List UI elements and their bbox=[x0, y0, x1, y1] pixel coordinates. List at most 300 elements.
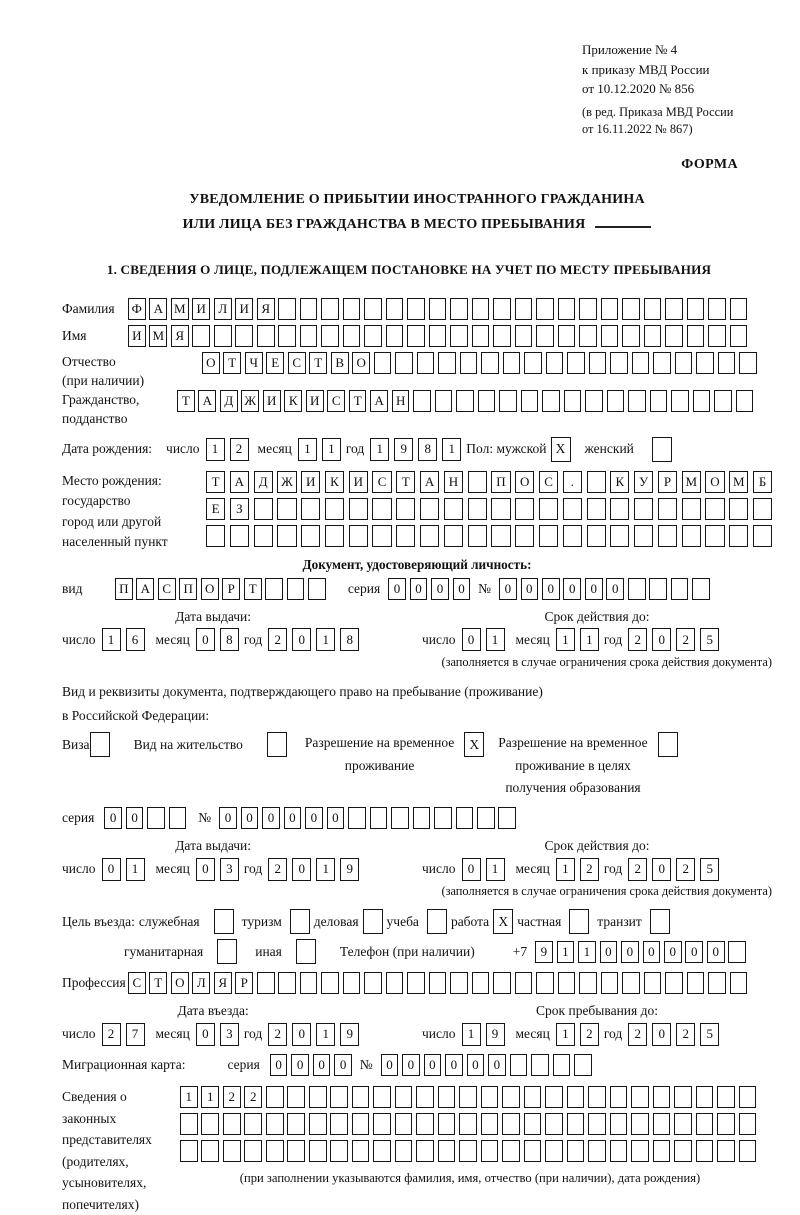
char-cell[interactable] bbox=[674, 1140, 692, 1162]
char-cell[interactable] bbox=[502, 1113, 520, 1135]
char-cell[interactable] bbox=[574, 1054, 592, 1076]
char-cell[interactable] bbox=[278, 325, 296, 347]
char-cell[interactable] bbox=[753, 525, 772, 547]
char-cell[interactable] bbox=[348, 807, 366, 829]
char-cell[interactable]: 0 bbox=[262, 807, 280, 829]
char-cell[interactable]: 0 bbox=[585, 578, 603, 600]
char-cell[interactable]: 0 bbox=[453, 578, 471, 600]
char-cell[interactable] bbox=[407, 325, 425, 347]
digit-cell[interactable]: 0 bbox=[196, 1023, 215, 1046]
char-cell[interactable] bbox=[696, 1086, 714, 1108]
char-cell[interactable] bbox=[301, 525, 320, 547]
char-cell[interactable] bbox=[456, 807, 474, 829]
char-cell[interactable] bbox=[266, 1086, 284, 1108]
digit-cell[interactable]: 2 bbox=[268, 628, 287, 651]
char-cell[interactable]: М bbox=[682, 471, 701, 493]
char-cell[interactable]: 0 bbox=[305, 807, 323, 829]
char-cell[interactable]: П bbox=[491, 471, 510, 493]
char-cell[interactable]: 0 bbox=[334, 1054, 352, 1076]
char-cell[interactable] bbox=[416, 1086, 434, 1108]
char-cell[interactable]: 0 bbox=[313, 1054, 331, 1076]
char-cell[interactable]: 0 bbox=[445, 1054, 463, 1076]
char-cell[interactable]: 0 bbox=[431, 578, 449, 600]
char-cell[interactable]: Б bbox=[753, 471, 772, 493]
digit-cell[interactable]: 1 bbox=[298, 438, 317, 461]
char-cell[interactable] bbox=[665, 972, 683, 994]
digit-cell[interactable]: 2 bbox=[676, 858, 695, 881]
char-cell[interactable] bbox=[730, 325, 748, 347]
char-cell[interactable] bbox=[588, 1113, 606, 1135]
digit-cell[interactable]: 6 bbox=[126, 628, 145, 651]
char-cell[interactable] bbox=[372, 525, 391, 547]
char-cell[interactable] bbox=[493, 298, 511, 320]
digit-cell[interactable]: 2 bbox=[628, 1023, 647, 1046]
char-cell[interactable] bbox=[386, 972, 404, 994]
digit-cell[interactable]: 1 bbox=[556, 858, 575, 881]
char-cell[interactable] bbox=[266, 1113, 284, 1135]
char-cell[interactable] bbox=[201, 1113, 219, 1135]
char-cell[interactable] bbox=[386, 325, 404, 347]
char-cell[interactable] bbox=[450, 325, 468, 347]
char-cell[interactable] bbox=[588, 1086, 606, 1108]
char-cell[interactable] bbox=[524, 1086, 542, 1108]
char-cell[interactable] bbox=[416, 1140, 434, 1162]
char-cell[interactable] bbox=[147, 807, 165, 829]
char-cell[interactable] bbox=[396, 525, 415, 547]
char-cell[interactable] bbox=[553, 1054, 571, 1076]
digit-cell[interactable]: 0 bbox=[292, 1023, 311, 1046]
char-cell[interactable]: 0 bbox=[104, 807, 122, 829]
char-cell[interactable] bbox=[330, 1113, 348, 1135]
purpose-private-checkbox[interactable] bbox=[569, 909, 589, 934]
char-cell[interactable]: Ф bbox=[128, 298, 146, 320]
char-cell[interactable] bbox=[628, 578, 646, 600]
char-cell[interactable] bbox=[692, 578, 710, 600]
digit-cell[interactable]: 0 bbox=[102, 858, 121, 881]
char-cell[interactable] bbox=[653, 1113, 671, 1135]
char-cell[interactable] bbox=[644, 972, 662, 994]
char-cell[interactable]: 0 bbox=[606, 578, 624, 600]
digit-cell[interactable]: 5 bbox=[700, 628, 719, 651]
char-cell[interactable] bbox=[257, 972, 275, 994]
char-cell[interactable]: 0 bbox=[270, 1054, 288, 1076]
char-cell[interactable]: 0 bbox=[126, 807, 144, 829]
char-cell[interactable] bbox=[610, 1140, 628, 1162]
char-cell[interactable] bbox=[438, 352, 456, 374]
char-cell[interactable]: Ч bbox=[245, 352, 263, 374]
char-cell[interactable]: З bbox=[230, 498, 249, 520]
char-cell[interactable] bbox=[460, 352, 478, 374]
char-cell[interactable] bbox=[610, 1113, 628, 1135]
edu-permit-checkbox[interactable] bbox=[658, 732, 678, 757]
char-cell[interactable]: Ж bbox=[241, 390, 259, 412]
char-cell[interactable]: 0 bbox=[685, 941, 703, 963]
digit-cell[interactable]: 1 bbox=[126, 858, 145, 881]
digit-cell[interactable]: 1 bbox=[370, 438, 389, 461]
digit-cell[interactable]: 8 bbox=[340, 628, 359, 651]
char-cell[interactable] bbox=[472, 298, 490, 320]
char-cell[interactable] bbox=[515, 525, 534, 547]
char-cell[interactable] bbox=[542, 390, 560, 412]
char-cell[interactable] bbox=[682, 525, 701, 547]
char-cell[interactable] bbox=[644, 298, 662, 320]
char-cell[interactable]: А bbox=[370, 390, 388, 412]
char-cell[interactable] bbox=[352, 1113, 370, 1135]
char-cell[interactable]: 0 bbox=[600, 941, 618, 963]
char-cell[interactable] bbox=[235, 325, 253, 347]
digit-cell[interactable]: 1 bbox=[102, 628, 121, 651]
char-cell[interactable] bbox=[201, 1140, 219, 1162]
char-cell[interactable]: 0 bbox=[327, 807, 345, 829]
char-cell[interactable] bbox=[169, 807, 187, 829]
char-cell[interactable]: 0 bbox=[499, 578, 517, 600]
char-cell[interactable] bbox=[278, 972, 296, 994]
char-cell[interactable] bbox=[266, 1140, 284, 1162]
char-cell[interactable] bbox=[374, 352, 392, 374]
char-cell[interactable]: 0 bbox=[388, 578, 406, 600]
char-cell[interactable]: О bbox=[202, 352, 220, 374]
char-cell[interactable] bbox=[567, 352, 585, 374]
char-cell[interactable] bbox=[563, 498, 582, 520]
char-cell[interactable] bbox=[472, 972, 490, 994]
digit-cell[interactable]: 1 bbox=[316, 858, 335, 881]
char-cell[interactable] bbox=[687, 325, 705, 347]
digit-cell[interactable]: 5 bbox=[700, 1023, 719, 1046]
char-cell[interactable]: О bbox=[705, 471, 724, 493]
char-cell[interactable] bbox=[687, 298, 705, 320]
digit-cell[interactable]: 5 bbox=[700, 858, 719, 881]
char-cell[interactable]: Н bbox=[444, 471, 463, 493]
char-cell[interactable] bbox=[682, 498, 701, 520]
digit-cell[interactable]: 2 bbox=[268, 858, 287, 881]
char-cell[interactable]: С bbox=[158, 578, 176, 600]
char-cell[interactable] bbox=[444, 498, 463, 520]
char-cell[interactable]: Т bbox=[223, 352, 241, 374]
char-cell[interactable] bbox=[300, 972, 318, 994]
char-cell[interactable]: Я bbox=[214, 972, 232, 994]
char-cell[interactable] bbox=[708, 298, 726, 320]
char-cell[interactable] bbox=[696, 352, 714, 374]
digit-cell[interactable]: 2 bbox=[628, 858, 647, 881]
digit-cell[interactable]: 2 bbox=[102, 1023, 121, 1046]
char-cell[interactable] bbox=[395, 1140, 413, 1162]
char-cell[interactable] bbox=[364, 972, 382, 994]
char-cell[interactable] bbox=[459, 1140, 477, 1162]
char-cell[interactable] bbox=[587, 471, 606, 493]
digit-cell[interactable]: 1 bbox=[316, 1023, 335, 1046]
char-cell[interactable] bbox=[481, 1113, 499, 1135]
char-cell[interactable] bbox=[531, 1054, 549, 1076]
char-cell[interactable] bbox=[717, 1113, 735, 1135]
char-cell[interactable] bbox=[634, 525, 653, 547]
char-cell[interactable]: 2 bbox=[223, 1086, 241, 1108]
char-cell[interactable] bbox=[567, 1140, 585, 1162]
char-cell[interactable] bbox=[601, 972, 619, 994]
purpose-study-checkbox[interactable] bbox=[427, 909, 447, 934]
char-cell[interactable] bbox=[352, 1140, 370, 1162]
char-cell[interactable]: 1 bbox=[557, 941, 575, 963]
char-cell[interactable] bbox=[420, 525, 439, 547]
char-cell[interactable]: 2 bbox=[244, 1086, 262, 1108]
char-cell[interactable] bbox=[714, 390, 732, 412]
char-cell[interactable]: С bbox=[539, 471, 558, 493]
char-cell[interactable]: М bbox=[171, 298, 189, 320]
char-cell[interactable]: 1 bbox=[201, 1086, 219, 1108]
char-cell[interactable] bbox=[675, 352, 693, 374]
digit-cell[interactable]: 0 bbox=[292, 628, 311, 651]
char-cell[interactable] bbox=[254, 525, 273, 547]
char-cell[interactable] bbox=[391, 807, 409, 829]
char-cell[interactable]: Р bbox=[658, 471, 677, 493]
char-cell[interactable] bbox=[558, 325, 576, 347]
char-cell[interactable] bbox=[491, 498, 510, 520]
char-cell[interactable] bbox=[671, 390, 689, 412]
char-cell[interactable] bbox=[503, 352, 521, 374]
char-cell[interactable] bbox=[524, 1113, 542, 1135]
char-cell[interactable] bbox=[730, 298, 748, 320]
char-cell[interactable]: К bbox=[610, 471, 629, 493]
char-cell[interactable]: 0 bbox=[621, 941, 639, 963]
char-cell[interactable] bbox=[622, 325, 640, 347]
char-cell[interactable] bbox=[481, 1086, 499, 1108]
char-cell[interactable] bbox=[395, 1086, 413, 1108]
digit-cell[interactable]: 9 bbox=[340, 858, 359, 881]
char-cell[interactable] bbox=[349, 498, 368, 520]
char-cell[interactable] bbox=[753, 498, 772, 520]
char-cell[interactable] bbox=[223, 1140, 241, 1162]
digit-cell[interactable]: 2 bbox=[268, 1023, 287, 1046]
char-cell[interactable] bbox=[214, 325, 232, 347]
char-cell[interactable] bbox=[396, 498, 415, 520]
char-cell[interactable] bbox=[257, 325, 275, 347]
char-cell[interactable] bbox=[696, 1140, 714, 1162]
char-cell[interactable] bbox=[515, 498, 534, 520]
char-cell[interactable] bbox=[277, 525, 296, 547]
char-cell[interactable] bbox=[730, 972, 748, 994]
char-cell[interactable] bbox=[325, 498, 344, 520]
char-cell[interactable] bbox=[739, 1140, 757, 1162]
char-cell[interactable]: И bbox=[128, 325, 146, 347]
char-cell[interactable] bbox=[417, 352, 435, 374]
char-cell[interactable] bbox=[364, 325, 382, 347]
temp-permit-checkbox[interactable]: X bbox=[464, 732, 484, 757]
digit-cell[interactable]: 7 bbox=[126, 1023, 145, 1046]
char-cell[interactable] bbox=[558, 972, 576, 994]
char-cell[interactable]: 0 bbox=[241, 807, 259, 829]
char-cell[interactable] bbox=[498, 807, 516, 829]
char-cell[interactable]: 0 bbox=[563, 578, 581, 600]
char-cell[interactable] bbox=[287, 1086, 305, 1108]
char-cell[interactable] bbox=[244, 1113, 262, 1135]
char-cell[interactable] bbox=[308, 578, 326, 600]
char-cell[interactable] bbox=[708, 972, 726, 994]
char-cell[interactable] bbox=[373, 1113, 391, 1135]
char-cell[interactable] bbox=[300, 298, 318, 320]
digit-cell[interactable]: 9 bbox=[340, 1023, 359, 1046]
char-cell[interactable] bbox=[429, 325, 447, 347]
char-cell[interactable]: И bbox=[349, 471, 368, 493]
char-cell[interactable]: 0 bbox=[219, 807, 237, 829]
char-cell[interactable]: М bbox=[729, 471, 748, 493]
char-cell[interactable] bbox=[364, 298, 382, 320]
char-cell[interactable] bbox=[717, 1140, 735, 1162]
char-cell[interactable] bbox=[254, 498, 273, 520]
char-cell[interactable] bbox=[450, 298, 468, 320]
digit-cell[interactable]: 2 bbox=[230, 438, 249, 461]
char-cell[interactable]: А bbox=[136, 578, 154, 600]
char-cell[interactable] bbox=[632, 352, 650, 374]
char-cell[interactable]: 0 bbox=[410, 578, 428, 600]
char-cell[interactable] bbox=[468, 498, 487, 520]
digit-cell[interactable]: 2 bbox=[580, 858, 599, 881]
char-cell[interactable] bbox=[587, 525, 606, 547]
char-cell[interactable]: 0 bbox=[521, 578, 539, 600]
digit-cell[interactable]: 1 bbox=[322, 438, 341, 461]
digit-cell[interactable]: 2 bbox=[676, 1023, 695, 1046]
char-cell[interactable]: С bbox=[372, 471, 391, 493]
char-cell[interactable] bbox=[481, 352, 499, 374]
char-cell[interactable] bbox=[413, 390, 431, 412]
digit-cell[interactable]: 1 bbox=[442, 438, 461, 461]
char-cell[interactable] bbox=[510, 1054, 528, 1076]
char-cell[interactable]: 0 bbox=[402, 1054, 420, 1076]
char-cell[interactable] bbox=[687, 972, 705, 994]
purpose-transit-checkbox[interactable] bbox=[650, 909, 670, 934]
digit-cell[interactable]: 1 bbox=[556, 628, 575, 651]
char-cell[interactable]: Л bbox=[214, 298, 232, 320]
char-cell[interactable] bbox=[192, 325, 210, 347]
char-cell[interactable] bbox=[223, 1113, 241, 1135]
char-cell[interactable] bbox=[309, 1113, 327, 1135]
char-cell[interactable] bbox=[607, 390, 625, 412]
char-cell[interactable] bbox=[468, 525, 487, 547]
digit-cell[interactable]: 2 bbox=[628, 628, 647, 651]
char-cell[interactable]: Т bbox=[177, 390, 195, 412]
char-cell[interactable] bbox=[407, 972, 425, 994]
char-cell[interactable] bbox=[180, 1113, 198, 1135]
char-cell[interactable] bbox=[330, 1086, 348, 1108]
char-cell[interactable] bbox=[287, 1140, 305, 1162]
char-cell[interactable] bbox=[309, 1140, 327, 1162]
char-cell[interactable] bbox=[444, 525, 463, 547]
char-cell[interactable]: Р bbox=[235, 972, 253, 994]
char-cell[interactable] bbox=[579, 325, 597, 347]
char-cell[interactable] bbox=[287, 578, 305, 600]
char-cell[interactable] bbox=[649, 578, 667, 600]
char-cell[interactable]: О bbox=[515, 471, 534, 493]
char-cell[interactable]: П bbox=[179, 578, 197, 600]
char-cell[interactable]: 0 bbox=[467, 1054, 485, 1076]
char-cell[interactable] bbox=[386, 298, 404, 320]
char-cell[interactable] bbox=[277, 498, 296, 520]
char-cell[interactable] bbox=[435, 390, 453, 412]
char-cell[interactable]: 0 bbox=[707, 941, 725, 963]
char-cell[interactable] bbox=[705, 525, 724, 547]
digit-cell[interactable]: 0 bbox=[652, 1023, 671, 1046]
char-cell[interactable] bbox=[456, 390, 474, 412]
char-cell[interactable] bbox=[413, 807, 431, 829]
char-cell[interactable]: И bbox=[306, 390, 324, 412]
char-cell[interactable] bbox=[180, 1140, 198, 1162]
purpose-work-checkbox[interactable]: X bbox=[493, 909, 513, 934]
char-cell[interactable] bbox=[536, 972, 554, 994]
char-cell[interactable] bbox=[206, 525, 225, 547]
char-cell[interactable] bbox=[343, 325, 361, 347]
char-cell[interactable]: А bbox=[198, 390, 216, 412]
char-cell[interactable]: Т bbox=[244, 578, 262, 600]
char-cell[interactable] bbox=[472, 325, 490, 347]
char-cell[interactable] bbox=[610, 525, 629, 547]
char-cell[interactable] bbox=[650, 390, 668, 412]
char-cell[interactable]: И bbox=[235, 298, 253, 320]
char-cell[interactable] bbox=[287, 1113, 305, 1135]
char-cell[interactable] bbox=[524, 352, 542, 374]
char-cell[interactable]: С bbox=[327, 390, 345, 412]
digit-cell[interactable]: 0 bbox=[462, 628, 481, 651]
digit-cell[interactable]: 1 bbox=[316, 628, 335, 651]
char-cell[interactable] bbox=[491, 525, 510, 547]
char-cell[interactable]: О bbox=[201, 578, 219, 600]
char-cell[interactable] bbox=[739, 1113, 757, 1135]
digit-cell[interactable]: 3 bbox=[220, 858, 239, 881]
char-cell[interactable] bbox=[696, 1113, 714, 1135]
char-cell[interactable]: 0 bbox=[284, 807, 302, 829]
char-cell[interactable] bbox=[309, 1086, 327, 1108]
char-cell[interactable] bbox=[644, 325, 662, 347]
char-cell[interactable] bbox=[521, 390, 539, 412]
char-cell[interactable]: 0 bbox=[542, 578, 560, 600]
char-cell[interactable]: К bbox=[284, 390, 302, 412]
char-cell[interactable] bbox=[524, 1140, 542, 1162]
char-cell[interactable]: А bbox=[230, 471, 249, 493]
visa-checkbox[interactable] bbox=[90, 732, 110, 757]
digit-cell[interactable]: 1 bbox=[462, 1023, 481, 1046]
char-cell[interactable] bbox=[352, 1086, 370, 1108]
char-cell[interactable] bbox=[536, 325, 554, 347]
char-cell[interactable] bbox=[717, 1086, 735, 1108]
purpose-tourism-checkbox[interactable] bbox=[290, 909, 310, 934]
char-cell[interactable] bbox=[545, 1086, 563, 1108]
char-cell[interactable]: Я bbox=[171, 325, 189, 347]
char-cell[interactable]: Р bbox=[222, 578, 240, 600]
char-cell[interactable] bbox=[653, 352, 671, 374]
char-cell[interactable]: Т bbox=[149, 972, 167, 994]
char-cell[interactable]: 1 bbox=[180, 1086, 198, 1108]
char-cell[interactable] bbox=[736, 390, 754, 412]
char-cell[interactable] bbox=[407, 298, 425, 320]
char-cell[interactable] bbox=[564, 390, 582, 412]
char-cell[interactable]: Я bbox=[257, 298, 275, 320]
char-cell[interactable]: Е bbox=[266, 352, 284, 374]
digit-cell[interactable]: 1 bbox=[580, 628, 599, 651]
digit-cell[interactable]: 0 bbox=[652, 858, 671, 881]
char-cell[interactable] bbox=[729, 525, 748, 547]
char-cell[interactable] bbox=[622, 298, 640, 320]
char-cell[interactable]: Т bbox=[206, 471, 225, 493]
char-cell[interactable] bbox=[585, 390, 603, 412]
char-cell[interactable] bbox=[628, 390, 646, 412]
char-cell[interactable] bbox=[539, 498, 558, 520]
char-cell[interactable] bbox=[674, 1113, 692, 1135]
char-cell[interactable] bbox=[739, 352, 757, 374]
char-cell[interactable] bbox=[665, 298, 683, 320]
char-cell[interactable] bbox=[579, 972, 597, 994]
char-cell[interactable] bbox=[693, 390, 711, 412]
char-cell[interactable] bbox=[610, 352, 628, 374]
digit-cell[interactable]: 8 bbox=[220, 628, 239, 651]
char-cell[interactable]: И bbox=[263, 390, 281, 412]
digit-cell[interactable]: 1 bbox=[486, 628, 505, 651]
